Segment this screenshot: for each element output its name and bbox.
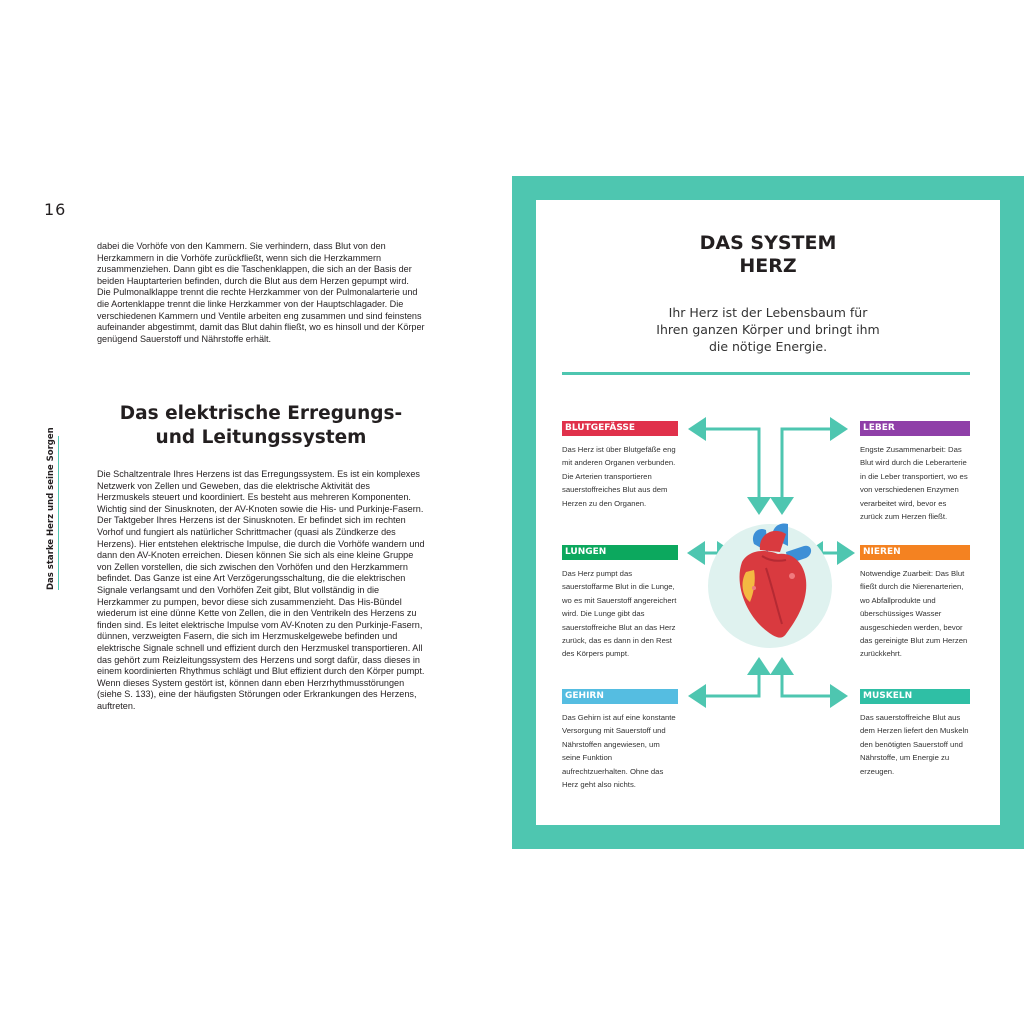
anatomical-heart-icon <box>708 524 832 648</box>
infographic-title-line1: DAS SYSTEM <box>699 232 837 254</box>
organ-text-leber: Engste Zusammenarbeit: Das Blut wird durch die Leberarterie in die Leber transportiert, wo es von verschiedenen Enzymen verarbeitet wird, bevor es zurück zum Herzen fließt. <box>860 445 968 522</box>
organ-muskeln <box>860 689 970 778</box>
infographic-subtitle: Ihr Herz ist der Lebensbaum für Ihren ganzen Körper und bringt ihm die nötige Energie. <box>656 305 880 354</box>
organ-text-gehirn: Das Gehirn ist auf eine konstante Versorgung mit Sauerstoff und Nährstoffen angewiesen, um seine Funktion aufrechtzuerhalten. Ohne das Herz geht also nichts. <box>562 713 676 790</box>
infographic-card <box>536 200 1000 825</box>
arrow-muskeln <box>782 660 845 696</box>
page-number: 16 <box>44 200 67 219</box>
arrow-blutgefaesse <box>691 429 759 512</box>
organ-tag-blutgefaesse: BLUTGEFÄSSE <box>562 421 678 436</box>
organ-text-blutgefaesse: Das Herz ist über Blutgefäße eng mit anderen Organen verbunden. Die Arterien transportieren sauerstoffreiches Blut aus dem Herzen zu den Organen. <box>562 445 676 508</box>
organ-tag-gehirn: GEHIRN <box>562 689 678 704</box>
organ-blutgefaesse <box>562 421 678 510</box>
organ-gehirn <box>562 689 678 791</box>
organ-tag-lungen: LUNGEN <box>562 545 678 560</box>
body-text-1: dabei die Vorhöfe von den Kammern. Sie verhindern, dass Blut von den Herzkammern in die Vorhöfe zurückfließt, wenn sich die Herzkammern zusammenziehen. Dann gibt es die Taschenklappen, die sich an der Basis der beiden Hauptarterien befinden, durch die Blut aus dem Herzen gepumpt wird. Die Pulmonalklappe trennt die rechte Herzkammer von der Pulmonalarterie und die Aortenklappe trennt die linke Herzkammer von der Hauptschlagader. Die verschiedenen Kammern und Ventile arbeiten eng zusammen und sind feinstens aufeinander abgestimmt, damit das Blut dahin fließt, wo es hinsoll und der Körper genügend Sauerstoff und Nährstoffe erhält. <box>97 241 425 344</box>
organ-tag-nieren: NIEREN <box>860 545 970 560</box>
organ-lungen <box>562 545 678 661</box>
arrow-gehirn <box>691 660 759 696</box>
infographic-frame <box>512 176 1024 849</box>
organ-leber <box>860 421 970 523</box>
organ-text-muskeln: Das sauerstoffreiche Blut aus dem Herzen liefert den Muskeln den benötigten Sauerstoff und Nährstoffe, um Energie zu erzeugen. <box>860 713 969 776</box>
section-heading: Das elektrische Erregungs- und Leitungssystem <box>119 403 403 448</box>
arrow-leber <box>782 429 845 512</box>
side-label: Das starke Herz und seine Sorgen <box>46 427 56 590</box>
organ-tag-muskeln: MUSKELN <box>860 689 970 704</box>
infographic-title-line2: HERZ <box>739 255 797 277</box>
body-text-2: Die Schaltzentrale Ihres Herzens ist das Erregungssystem. Es ist ein komplexes Netzwerk von Zellen und Geweben, das die elektrische Aktivität des Herzmuskels steuert und koordiniert. Es besteht aus mehreren Komponenten. Wichtig sind der Sinusknoten, der AV-Knoten sowie die His- und Purkinje-Fasern. Der Taktgeber Ihres Herzens ist der Sinusknoten. Er befindet sich im rechten Vorhof und fungiert als natürlicher Schrittmacher (quasi als Zündkerze des Herzens). Hier entstehen elektrische Impulse, die durch die Vorhöfe wandern und dann den AV-Knoten erreichen. Diesen können Sie sich als eine kleine Gruppe von Zellen vorstellen, die sich zwischen den Vorhöfen und den Herzkammern befindet. Das Ganze ist eine Art Verzögerungsschaltung, die die elektrischen Signale verlangsamt und den Vorhöfen Zeit gibt, Blut vollständig in die Herzkammer zu pumpen, bevor diese sich zusammenzieht. Das His-Bündel wiederum ist eine dünne Kette von Zellen, die in den Ventrikeln des Herzens zu finden sind. Es leitet elektrische Impulse vom AV-Knoten zu den Purkinje-Fasern, dünnen, verzweigten Fasern, die sich im Herzmuskelgewebe befinden und elektrische Signale schnell und effizient durch den Herzmuskel transportieren. All das gehört zum Reizleitungssystem des Herzens und sorgt dafür, dass dieses in einem koordinierten Rhythmus schlägt und Blut effizient durch den Körper pumpt. Wenn dieses System gestört ist, können dann eben Herzrhythmusstörungen (siehe S. 133), eine der häufigsten Störungen oder Erkrankungen des Herzens, auftreten. <box>97 469 425 711</box>
organ-tag-leber: LEBER <box>860 421 970 436</box>
organ-text-nieren: Notwendige Zuarbeit: Das Blut fließt durch die Nierenarterien, wo Abfallprodukte und überschüssiges Wasser ausgeschieden werden, bevor das gereinigte Blut zum Herzen zurückkehrt. <box>860 569 968 659</box>
organ-text-lungen: Das Herz pumpt das sauerstoffarme Blut in die Lunge, wo es mit Sauerstoff angereichert wird. Die Lunge gibt das sauerstoffreiche Blut an das Herz zurück, das es dann in den Rest des Körpers pumpt. <box>562 569 677 659</box>
organ-nieren <box>860 545 970 661</box>
side-line <box>58 436 59 590</box>
